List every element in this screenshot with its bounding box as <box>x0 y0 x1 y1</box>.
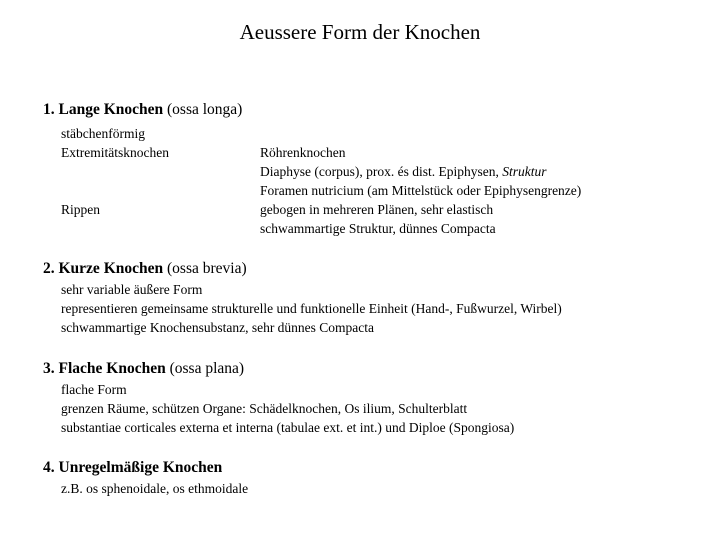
section-2-heading-rest: (ossa brevia) <box>163 260 247 277</box>
section-1-row-2-left: Extremitätsknochen <box>61 145 169 160</box>
section-3-line-3: substantiae corticales externa et interna (tabulae ext. et int.) und Diploe (Spongiosa) <box>61 420 515 435</box>
slide-title: Aeussere Form der Knochen <box>239 20 481 44</box>
section-2-line-3: schwammartige Knochensubstanz, sehr dünnes Compacta <box>61 320 375 335</box>
section-1-row-2-right: Röhrenknochen <box>260 145 346 160</box>
section-3-heading-bold: 3. Flache Knochen <box>43 360 166 377</box>
section-1-heading-rest: (ossa longa) <box>163 101 243 118</box>
section-3-heading-rest: (ossa plana) <box>165 360 245 377</box>
section-1-heading-bold: 1. Lange Knochen <box>43 101 164 118</box>
section-2-line-2: representieren gemeinsame strukturelle und funktionelle Einheit (Hand-, Fußwurzel, Wirbel) <box>61 301 562 316</box>
section-4-line-1: z.B. os sphenoidale, os ethmoidale <box>61 481 249 496</box>
section-4-heading <box>43 458 222 477</box>
section-1-row-6-right: schwammartige Struktur, dünnes Compacta <box>260 221 496 236</box>
section-3-line-2: grenzen Räume, schützen Organe: Schädelknochen, Os ilium, Schulterblatt <box>61 401 468 416</box>
section-2-heading-bold: 2. Kurze Knochen <box>43 260 164 277</box>
section-2-line-1: sehr variable äußere Form <box>61 282 203 297</box>
section-1-row-3-right <box>260 162 546 181</box>
section-1-row-3-right-italic: Struktur <box>502 164 547 179</box>
section-1-heading <box>43 100 242 119</box>
section-1-row-4-right: Foramen nutricium (am Mittelstück oder Epiphysengrenze) <box>260 183 582 198</box>
section-1-row-5-right: gebogen in mehreren Plänen, sehr elastisch <box>260 202 494 217</box>
section-3-heading <box>43 359 244 378</box>
section-1-row-3-right-main: Diaphyse (corpus), prox. és dist. Epiphysen, <box>260 164 503 179</box>
section-3-line-1: flache Form <box>61 382 127 397</box>
section-1-row-5-left: Rippen <box>61 202 100 217</box>
section-4-heading-bold: 4. Unregelmäßige Knochen <box>43 459 223 476</box>
section-2-heading <box>43 259 247 278</box>
section-1-row-1-left: stäbchenförmig <box>61 126 145 141</box>
